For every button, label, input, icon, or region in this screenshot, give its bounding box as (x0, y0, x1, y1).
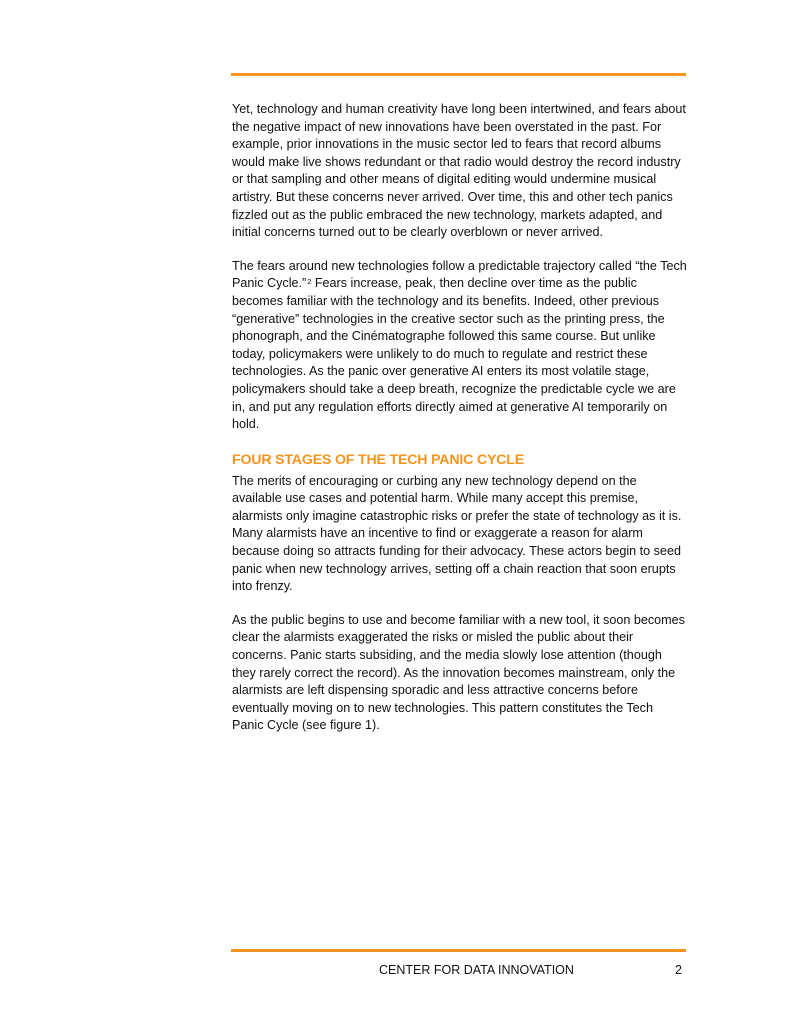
body-paragraph-1: Yet, technology and human creativity have long been intertwined, and fears about the negative impact of new innovations have been overstated in the past. For example, prior innovations in the music sector led to fears that record albums would make live shows redundant or that radio would destroy the record industry or that sampling and other means of digital editing would undermine musical artistry. But these concerns never arrived. Over time, this and other tech panics fizzled out as the public embraced the new technology, markets adapted, and initial concerns turned out to be clearly overblown or never arrived. (232, 102, 686, 240)
bottom-accent-rule (231, 949, 686, 952)
paragraph-2-text-start: The fears around new technologies follow a predictable trajectory called “the Tech Panic Cycle.” (232, 258, 687, 291)
page-number: 2 (675, 963, 682, 977)
paragraph-2-text-end: Fears increase, peak, then decline over time as the public becomes familiar with the technology and its benefits. Indeed, other previous “generative” technologies in the creative sector such as the printing press, the phonograph, and the Cinématographe followed this same course. But unlike today, policymakers were unlikely to do much to regulate and restrict these technologies. As the panic over generative AI enters its most volatile stage, policymakers should take a deep breath, recognize the predictable cycle we are in, and put any regulation efforts directly aimed at generative AI temporarily on hold. (232, 276, 676, 432)
footnote-reference[interactable]: 2 (307, 277, 312, 287)
top-accent-rule (231, 73, 686, 76)
footer-organization: CENTER FOR DATA INNOVATION (379, 963, 574, 977)
page-footer (231, 962, 686, 978)
section-heading: FOUR STAGES OF THE TECH PANIC CYCLE (232, 451, 524, 468)
body-paragraph-2 (232, 258, 687, 434)
body-content (232, 101, 687, 751)
body-paragraph-3: The merits of encouraging or curbing any new technology depend on the available use cases and potential harm. While many accept this premise, alarmists only imagine catastrophic risks or prefer the state of technology as it is. Many alarmists have an incentive to find or exaggerate a reason for alarm because doing so attracts funding for their advocacy. These actors begin to seed panic when new technology arrives, setting off a chain reaction that soon erupts into frenzy. (232, 473, 682, 594)
body-paragraph-4: As the public begins to use and become familiar with a new tool, it soon becomes clear the alarmists exaggerated the risks or misled the public about their concerns. Panic starts subsiding, and the media slowly lose attention (though they rarely correct the record). As the innovation becomes mainstream, only the alarmists are left dispensing sporadic and less attractive concerns before eventually moving on to new technologies. This pattern constitutes the Tech Panic Cycle (see figure 1). (232, 612, 685, 733)
